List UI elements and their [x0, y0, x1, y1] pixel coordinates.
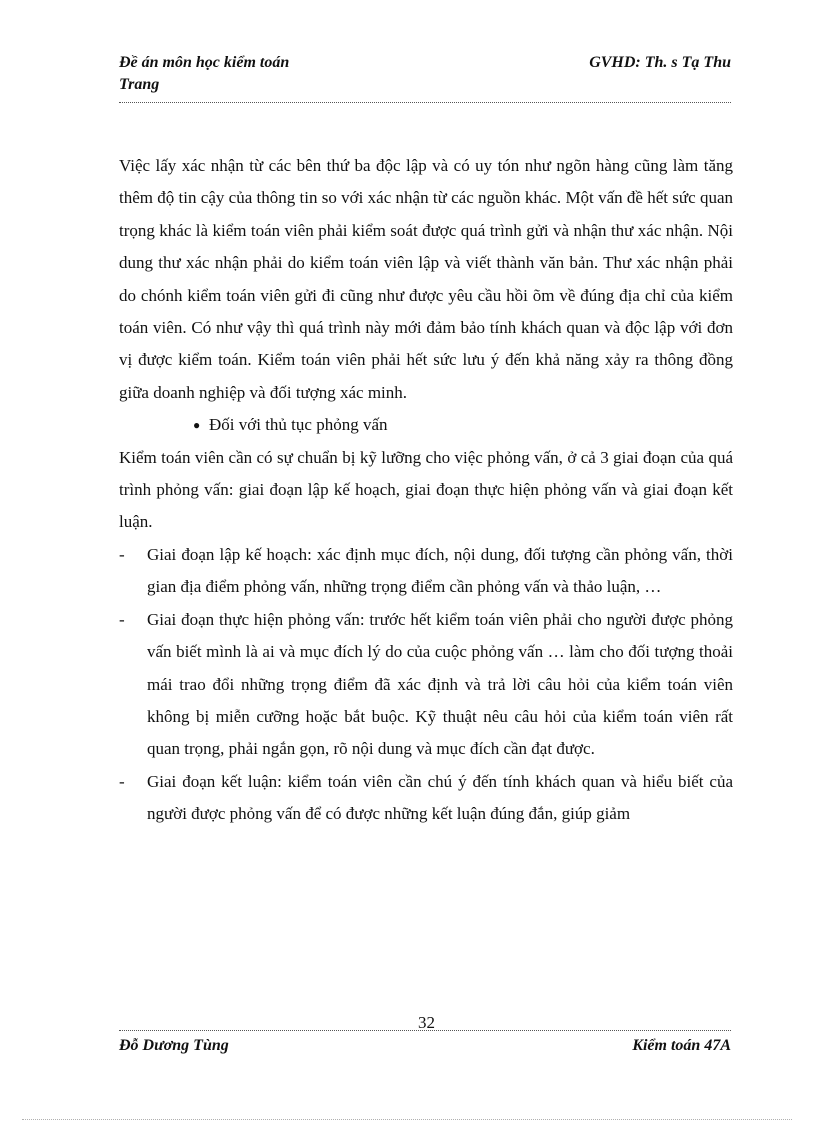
page-footer — [119, 1030, 731, 1057]
list-item-conclusion — [119, 766, 733, 831]
dash-icon: - — [119, 771, 125, 791]
list-item-text: Giai đoạn thực hiện phỏng vấn: trước hết kiểm toán viên phải cho người được phỏng vấn biết mình là ai và mục đích lý do của cuộc phỏng vấn … làm cho đối tượng thoải mái trao đổi những trọng điểm đã xác định và trả lời câu hỏi của kiểm toán viên không bị miễn cưỡng hoặc bắt buộc. Kỹ thuật nêu câu hỏi của kiểm toán viên rất quan trọng, phải ngắn gọn, rõ nội dung và mục đích cần đạt được. — [147, 609, 733, 759]
paragraph-confirmation: Việc lấy xác nhận từ các bên thứ ba độc lập và có uy tón như ngõn hàng cũng làm tăng thêm độ tin cậy của thông tin so với xác nhận từ các nguồn khác. Một vấn đề hết sức quan trọng khác là kiểm toán viên phải kiểm soát được quá trình gửi và nhận thư xác nhận. Nội dung thư xác nhận phải do kiểm toán viên lập và viết thành văn bản. Thư xác nhận phải do chónh kiểm toán viên gửi đi cũng như được yêu cầu hồi õm về đúng địa chỉ của kiểm toán viên. Có như vậy thì quá trình này mới đảm bảo tính khách quan và độc lập với đơn vị được kiểm toán. Kiểm toán viên phải hết sức lưu ý đến khả năng xảy ra thông đồng giữa doanh nghiệp và đối tượng xác minh. — [119, 156, 733, 402]
header-course-title: Đề án môn học kiểm toán — [119, 54, 290, 71]
footer-author: Đỗ Dương Tùng — [119, 1037, 229, 1054]
bullet-heading-interview — [119, 409, 733, 441]
footer-class: Kiểm toán 47A — [632, 1037, 731, 1054]
bullet-heading-text: Đối với thủ tục phỏng vấn — [209, 415, 388, 435]
document-body — [119, 150, 733, 831]
header-instructor-continued: Trang — [119, 76, 160, 93]
page-number: 32 — [418, 1013, 435, 1032]
dash-icon: - — [119, 609, 125, 629]
list-item-text: Giai đoạn kết luận: kiểm toán viên cần chú ý đến tính khách quan và hiểu biết của người được phỏng vấn để có được những kết luận đúng đắn, giúp giảm — [147, 771, 733, 824]
list-item-text: Giai đoạn lập kế hoạch: xác định mục đích, nội dung, đối tượng cần phỏng vấn, thời gian địa điểm phỏng vấn, những trọng điểm cần phỏng vấn và thảo luận, … — [147, 544, 733, 597]
header-instructor: GVHD: Th. s Tạ Thu — [589, 54, 731, 71]
bullet-icon: ● — [193, 418, 201, 433]
page-boundary-line — [22, 1119, 792, 1120]
page-header — [119, 52, 731, 103]
list-item-planning — [119, 539, 733, 604]
list-item-execution — [119, 604, 733, 766]
paragraph-interview-stages: Kiểm toán viên cần có sự chuẩn bị kỹ lưỡng cho việc phỏng vấn, ở cả 3 giai đoạn của quá trình phỏng vấn: giai đoạn lập kế hoạch, giai đoạn thực hiện phỏng vấn và giai đoạn kết luận. — [119, 447, 733, 532]
dash-icon: - — [119, 544, 125, 564]
